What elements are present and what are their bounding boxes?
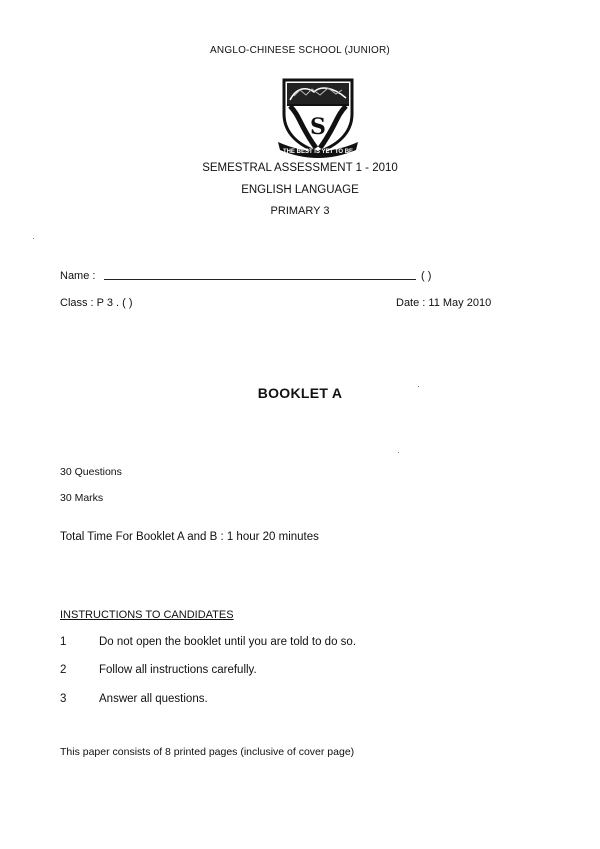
school-crest-icon [276, 76, 360, 158]
instruction-text: Do not open the booklet until you are told to do so. [99, 636, 357, 648]
instruction-number: 1 [60, 636, 67, 648]
school-name: ANGLO-CHINESE SCHOOL (JUNIOR) [210, 45, 390, 56]
class-label: Class : P 3 . ( ) [60, 297, 133, 309]
instructions-heading: INSTRUCTIONS TO CANDIDATES [60, 609, 234, 621]
instruction-text: Follow all instructions carefully. [99, 664, 257, 676]
booklet-title: BOOKLET A [257, 385, 343, 401]
marks-count: 30 Marks [60, 492, 104, 504]
subject-title: ENGLISH LANGUAGE [241, 184, 359, 196]
date-label: Date : 11 May 2010 [396, 297, 492, 309]
instruction-number: 2 [60, 664, 67, 676]
scan-speck [398, 452, 399, 453]
page-count-note: This paper consists of 8 printed pages (inclusive of cover page) [60, 746, 355, 758]
crest-motto: THE BEST IS YET TO BE [282, 149, 354, 155]
scan-speck [418, 386, 419, 387]
name-label: Name : [60, 270, 96, 282]
assessment-title: SEMESTRAL ASSESSMENT 1 - 2010 [202, 162, 398, 174]
name-line[interactable] [104, 279, 416, 280]
crest-letter: S [310, 114, 326, 140]
level-title: PRIMARY 3 [270, 205, 330, 217]
scan-speck [33, 238, 34, 239]
questions-count: 30 Questions [60, 466, 122, 478]
index-bracket: ( ) [421, 270, 432, 282]
instruction-text: Answer all questions. [99, 693, 208, 705]
instruction-number: 3 [60, 693, 67, 705]
total-time: Total Time For Booklet A and B : 1 hour 20 minutes [60, 531, 319, 543]
